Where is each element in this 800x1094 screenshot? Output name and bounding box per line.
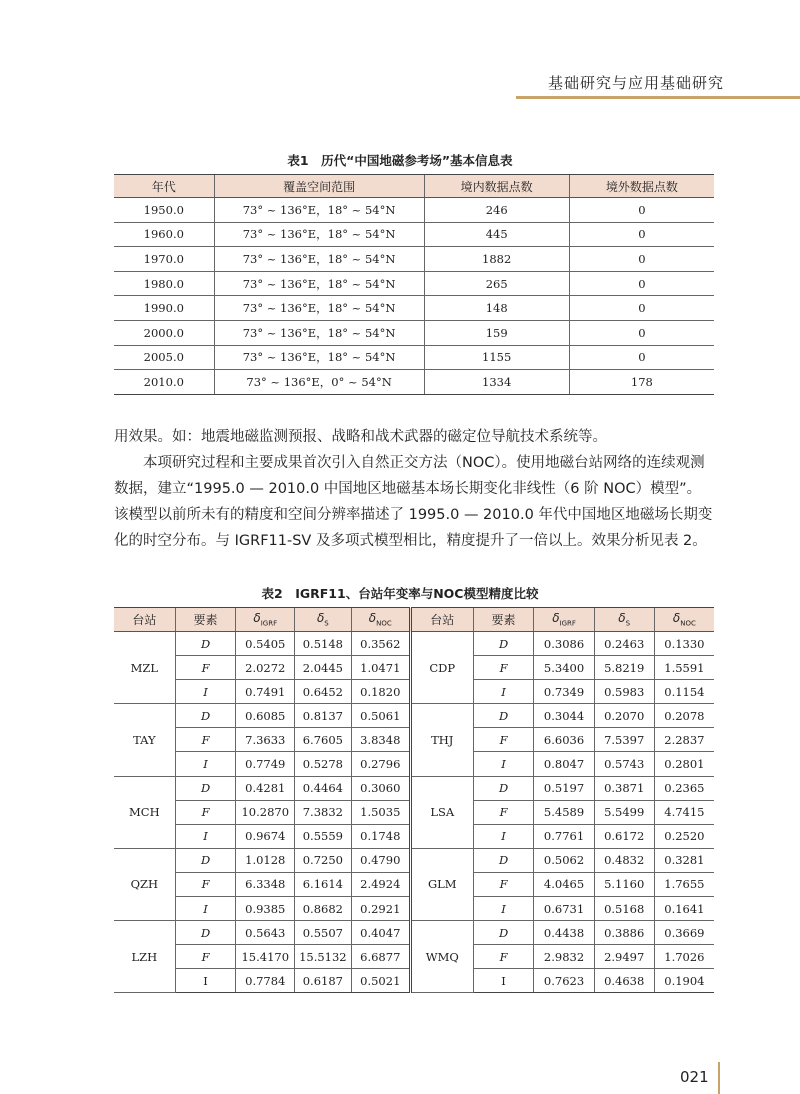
table2-cell-element: F <box>175 656 236 680</box>
table2-cell-delta-s: 6.7605 <box>295 728 352 752</box>
table1-row <box>114 271 714 296</box>
table2-cell-delta-noc: 0.2801 <box>654 752 714 776</box>
table2-cell-delta-igrf: 0.5197 <box>534 776 594 800</box>
table2-cell-delta-igrf: 6.6036 <box>534 728 594 752</box>
table1-cell-year: 1980.0 <box>114 271 214 296</box>
table2-cell-element: D <box>473 776 534 800</box>
table2-col-delta-noc <box>351 608 410 632</box>
delta-symbol: δ <box>316 611 325 626</box>
table1-col-year: 年代 <box>114 175 214 198</box>
table2-cell-delta-noc: 0.1154 <box>654 680 714 704</box>
table2-cell-delta-s: 0.5278 <box>295 752 352 776</box>
table1-col-foreign: 境外数据点数 <box>569 175 714 198</box>
table2-cell-element: I <box>473 824 534 848</box>
table2-cell-delta-noc: 0.4047 <box>351 921 410 945</box>
table1-row <box>114 296 714 321</box>
table1-cell-foreign: 0 <box>569 271 714 296</box>
table1-col-domestic: 境内数据点数 <box>424 175 569 198</box>
table2-cell-delta-noc: 1.7655 <box>654 872 714 896</box>
table2-cell-delta-igrf: 4.0465 <box>534 872 594 896</box>
table2-cell-element: D <box>175 704 236 728</box>
table1-cell-coverage: 73° ~ 136°E，0° ~ 54°N <box>214 370 424 395</box>
table2-cell-delta-s: 5.5499 <box>594 800 654 824</box>
table2-cell-delta-igrf: 0.7349 <box>534 680 594 704</box>
table2-cell-delta-igrf: 0.7623 <box>534 969 594 993</box>
page-number: 021 <box>680 1068 709 1086</box>
table2-cell-delta-igrf: 0.6731 <box>534 897 594 921</box>
table1-cell-year: 2005.0 <box>114 345 214 370</box>
table2-cell-delta-s: 0.8682 <box>295 897 352 921</box>
table2-cell-element: F <box>473 656 534 680</box>
table2-cell-element: D <box>175 848 236 872</box>
table1-cell-domestic: 1334 <box>424 370 569 395</box>
table2-cell-element: D <box>175 776 236 800</box>
table2-cell-delta-noc: 0.3562 <box>351 632 410 656</box>
table2-cell-station: LZH <box>114 921 175 993</box>
table2-cell-delta-noc: 4.7415 <box>654 800 714 824</box>
table2-cell-delta-noc: 0.2520 <box>654 824 714 848</box>
page-number-bar <box>718 1062 720 1094</box>
table2-cell-station: MZL <box>114 632 175 704</box>
table2-cell-delta-s: 0.2070 <box>594 704 654 728</box>
delta-symbol: δ <box>368 611 377 626</box>
table2-cell-delta-igrf: 0.5405 <box>236 632 295 656</box>
table2-cell-delta-igrf: 0.5062 <box>534 848 594 872</box>
delta-symbol: δ <box>618 611 626 626</box>
table2-cell-station: WMQ <box>410 921 473 993</box>
table2-cell-delta-noc: 1.0471 <box>351 656 410 680</box>
table2-cell-delta-igrf: 6.3348 <box>236 872 295 896</box>
table2-cell-station: TAY <box>114 704 175 776</box>
table1-row <box>114 320 714 345</box>
table2-cell-delta-igrf: 0.7761 <box>534 824 594 848</box>
table2-cell-delta-igrf: 0.4281 <box>236 776 295 800</box>
table2-cell-delta-noc: 0.2365 <box>654 776 714 800</box>
table2-cell-delta-noc: 3.8348 <box>351 728 410 752</box>
table2-cell-element: F <box>175 728 236 752</box>
table2-cell-delta-noc: 0.2921 <box>351 897 410 921</box>
table2-cell-delta-noc: 0.5061 <box>351 704 410 728</box>
table2-cell-delta-noc: 2.4924 <box>351 872 410 896</box>
table2-cell-delta-s: 0.4464 <box>295 776 352 800</box>
table2-cell-element: F <box>175 872 236 896</box>
table1-cell-coverage: 73° ~ 136°E，18° ~ 54°N <box>214 296 424 321</box>
table2-cell-element: I <box>175 897 236 921</box>
table1-cell-domestic: 246 <box>424 198 569 223</box>
table2-cell-delta-noc: 1.5591 <box>654 656 714 680</box>
table2-cell-element: D <box>473 704 534 728</box>
delta-subscript: S <box>625 619 631 628</box>
table1-cell-coverage: 73° ~ 136°E，18° ~ 54°N <box>214 222 424 247</box>
table2-col-delta-s-right <box>594 608 654 632</box>
table2-cell-delta-noc: 0.3060 <box>351 776 410 800</box>
table1-cell-foreign: 0 <box>569 198 714 223</box>
table1-cell-coverage: 73° ~ 136°E，18° ~ 54°N <box>214 271 424 296</box>
table2-cell-element: F <box>175 945 236 969</box>
table2-cell-delta-s: 7.3832 <box>295 800 352 824</box>
delta-subscript: IGRF <box>260 619 278 628</box>
table1-row <box>114 370 714 395</box>
table1-caption: 表1 历代“中国地磁参考场”基本信息表 <box>287 153 513 168</box>
table2-cell-delta-igrf: 5.4589 <box>534 800 594 824</box>
table1-cell-domestic: 148 <box>424 296 569 321</box>
paragraph-method: 本项研究过程和主要成果首次引入自然正交方法（NOC）。使用地磁台站网络的连续观测数据，建立“1995.0 — 2010.0 中国地区地磁基本场长期变化非线性（6 阶 NOC）模型”。该模型以前所未有的精度和空间分辨率描述了 1995.0 — 2010.0 年代中国地区地磁场长期变化的时空分布。与 IGRF11-SV 及多项式模型相比，精度提升了一倍以上。效果分析见表 2。 <box>114 455 713 549</box>
table1-cell-domestic: 159 <box>424 320 569 345</box>
table2 <box>114 607 714 993</box>
table1-row <box>114 345 714 370</box>
table2-cell-element: D <box>175 632 236 656</box>
table2-cell-delta-s: 0.2463 <box>594 632 654 656</box>
table1-cell-coverage: 73° ~ 136°E，18° ~ 54°N <box>214 345 424 370</box>
table2-col-element-right: 要素 <box>473 608 534 632</box>
table2-cell-delta-noc: 6.6877 <box>351 945 410 969</box>
table2-cell-delta-noc: 0.1820 <box>351 680 410 704</box>
table2-cell-delta-noc: 0.1330 <box>654 632 714 656</box>
header-rule <box>516 96 800 99</box>
table1-cell-coverage: 73° ~ 136°E，18° ~ 54°N <box>214 320 424 345</box>
table2-cell-delta-s: 0.7250 <box>295 848 352 872</box>
table2-header-row <box>114 608 714 632</box>
table2-cell-delta-noc: 0.2078 <box>654 704 714 728</box>
table2-cell-delta-s: 0.3886 <box>594 921 654 945</box>
table2-cell-element: F <box>473 945 534 969</box>
table2-cell-delta-s: 5.8219 <box>594 656 654 680</box>
table1-cell-year: 2000.0 <box>114 320 214 345</box>
table2-col-station: 台站 <box>114 608 175 632</box>
table2-cell-delta-igrf: 0.7491 <box>236 680 295 704</box>
table2-cell-station: GLM <box>410 848 473 920</box>
table2-cell-station: CDP <box>410 632 473 704</box>
table2-cell-delta-noc: 0.2796 <box>351 752 410 776</box>
table2-cell-delta-igrf: 0.9385 <box>236 897 295 921</box>
table2-cell-delta-s: 0.5743 <box>594 752 654 776</box>
table2-cell-delta-s: 0.6452 <box>295 680 352 704</box>
table1-cell-coverage: 73° ~ 136°E，18° ~ 54°N <box>214 198 424 223</box>
table2-cell-delta-igrf: 7.3633 <box>236 728 295 752</box>
table2-cell-delta-igrf: 0.8047 <box>534 752 594 776</box>
table2-cell-delta-s: 15.5132 <box>295 945 352 969</box>
table1-cell-foreign: 0 <box>569 247 714 272</box>
table2-cell-element: D <box>473 921 534 945</box>
table2-cell-delta-s: 0.6172 <box>594 824 654 848</box>
table2-cell-delta-noc: 1.7026 <box>654 945 714 969</box>
table2-cell-delta-igrf: 1.0128 <box>236 848 295 872</box>
table2-cell-delta-igrf: 0.7749 <box>236 752 295 776</box>
table1-cell-foreign: 0 <box>569 320 714 345</box>
table2-row <box>114 848 714 872</box>
table2-cell-station: MCH <box>114 776 175 848</box>
table2-col-delta-noc-right <box>654 608 714 632</box>
table2-cell-element: I <box>175 824 236 848</box>
table2-cell-delta-noc: 0.4790 <box>351 848 410 872</box>
table2-cell-element: I <box>175 752 236 776</box>
table1-row <box>114 222 714 247</box>
table2-cell-element: D <box>473 632 534 656</box>
table2-cell-delta-s: 0.5148 <box>295 632 352 656</box>
table2-cell-delta-igrf: 0.3086 <box>534 632 594 656</box>
delta-subscript: NOC <box>376 619 392 628</box>
table2-col-station-right: 台站 <box>410 608 473 632</box>
table2-cell-delta-igrf: 2.0272 <box>236 656 295 680</box>
table1-cell-domestic: 1155 <box>424 345 569 370</box>
table2-cell-delta-igrf: 0.7784 <box>236 969 295 993</box>
table2-cell-element: D <box>175 921 236 945</box>
table2-cell-delta-s: 0.3871 <box>594 776 654 800</box>
table2-cell-delta-s: 0.5559 <box>295 824 352 848</box>
table1-cell-year: 1960.0 <box>114 222 214 247</box>
table2-cell-delta-noc: 0.1904 <box>654 969 714 993</box>
table1-cell-foreign: 0 <box>569 345 714 370</box>
table2-cell-delta-noc: 0.3669 <box>654 921 714 945</box>
table2-cell-element: F <box>473 800 534 824</box>
table2-cell-delta-noc: 0.1641 <box>654 897 714 921</box>
table1-cell-year: 1970.0 <box>114 247 214 272</box>
table2-col-element: 要素 <box>175 608 236 632</box>
table2-cell-delta-noc: 2.2837 <box>654 728 714 752</box>
table2-cell-element: F <box>473 872 534 896</box>
table2-cell-delta-s: 0.5507 <box>295 921 352 945</box>
table2-cell-delta-igrf: 15.4170 <box>236 945 295 969</box>
table2-cell-delta-noc: 0.1748 <box>351 824 410 848</box>
delta-subscript: IGRF <box>559 619 576 628</box>
table2-cell-delta-noc: 0.5021 <box>351 969 410 993</box>
table2-col-delta-igrf <box>236 608 295 632</box>
table1-header-row <box>114 175 714 198</box>
delta-subscript: NOC <box>680 619 696 628</box>
table2-cell-element: I <box>473 680 534 704</box>
table2-cell-delta-igrf: 10.2870 <box>236 800 295 824</box>
table2-col-delta-igrf-right <box>534 608 594 632</box>
table2-cell-delta-s: 7.5397 <box>594 728 654 752</box>
table2-cell-station: LSA <box>410 776 473 848</box>
table1-cell-year: 1950.0 <box>114 198 214 223</box>
delta-symbol: δ <box>253 611 261 626</box>
table2-cell-delta-igrf: 0.9674 <box>236 824 295 848</box>
table2-cell-delta-igrf: 0.4438 <box>534 921 594 945</box>
table2-cell-delta-igrf: 0.5643 <box>236 921 295 945</box>
delta-symbol: δ <box>552 611 560 626</box>
table2-cell-element: F <box>175 800 236 824</box>
table2-cell-delta-s: 0.4638 <box>594 969 654 993</box>
table2-cell-delta-igrf: 0.3044 <box>534 704 594 728</box>
table2-cell-delta-igrf: 2.9832 <box>534 945 594 969</box>
table2-cell-delta-s: 2.9497 <box>594 945 654 969</box>
table2-cell-delta-noc: 1.5035 <box>351 800 410 824</box>
table2-cell-element: I <box>473 969 534 993</box>
table2-cell-delta-igrf: 0.6085 <box>236 704 295 728</box>
table2-cell-delta-noc: 0.3281 <box>654 848 714 872</box>
table1-row <box>114 198 714 223</box>
table2-cell-delta-s: 2.0445 <box>295 656 352 680</box>
table2-row <box>114 921 714 945</box>
table1-cell-domestic: 1882 <box>424 247 569 272</box>
table2-cell-station: THJ <box>410 704 473 776</box>
table2-cell-element: I <box>473 897 534 921</box>
table2-cell-delta-s: 0.5983 <box>594 680 654 704</box>
table1-cell-coverage: 73° ~ 136°E，18° ~ 54°N <box>214 247 424 272</box>
table2-cell-element: I <box>175 680 236 704</box>
table2-cell-delta-s: 0.5168 <box>594 897 654 921</box>
table2-col-delta-s <box>295 608 352 632</box>
table2-cell-delta-s: 0.8137 <box>295 704 352 728</box>
table2-cell-delta-s: 5.1160 <box>594 872 654 896</box>
table2-cell-element: I <box>473 752 534 776</box>
table2-cell-delta-s: 0.6187 <box>295 969 352 993</box>
table2-row <box>114 776 714 800</box>
table2-cell-delta-igrf: 5.3400 <box>534 656 594 680</box>
table2-cell-element: I <box>175 969 236 993</box>
table2-caption: 表2 IGRF11、台站年变率与NOC模型精度比较 <box>261 586 539 601</box>
running-header-title: 基础研究与应用基础研究 <box>547 74 724 92</box>
table2-row <box>114 704 714 728</box>
table2-row <box>114 632 714 656</box>
table1 <box>114 174 714 395</box>
table1-cell-year: 2010.0 <box>114 370 214 395</box>
table2-cell-element: D <box>473 848 534 872</box>
table1-cell-year: 1990.0 <box>114 296 214 321</box>
table1-cell-foreign: 178 <box>569 370 714 395</box>
table1-cell-domestic: 445 <box>424 222 569 247</box>
delta-symbol: δ <box>672 611 681 626</box>
body-text <box>114 424 714 554</box>
table1-cell-foreign: 0 <box>569 296 714 321</box>
paragraph-continued: 用效果。如：地震地磁监测预报、战略和战术武器的磁定位导航技术系统等。 <box>114 429 607 445</box>
table2-cell-station: QZH <box>114 848 175 920</box>
table1-col-coverage: 覆盖空间范围 <box>214 175 424 198</box>
delta-subscript: S <box>324 619 329 628</box>
table2-cell-delta-s: 0.4832 <box>594 848 654 872</box>
table2-cell-delta-s: 6.1614 <box>295 872 352 896</box>
table1-row <box>114 247 714 272</box>
table2-cell-element: F <box>473 728 534 752</box>
table1-cell-foreign: 0 <box>569 222 714 247</box>
table1-cell-domestic: 265 <box>424 271 569 296</box>
